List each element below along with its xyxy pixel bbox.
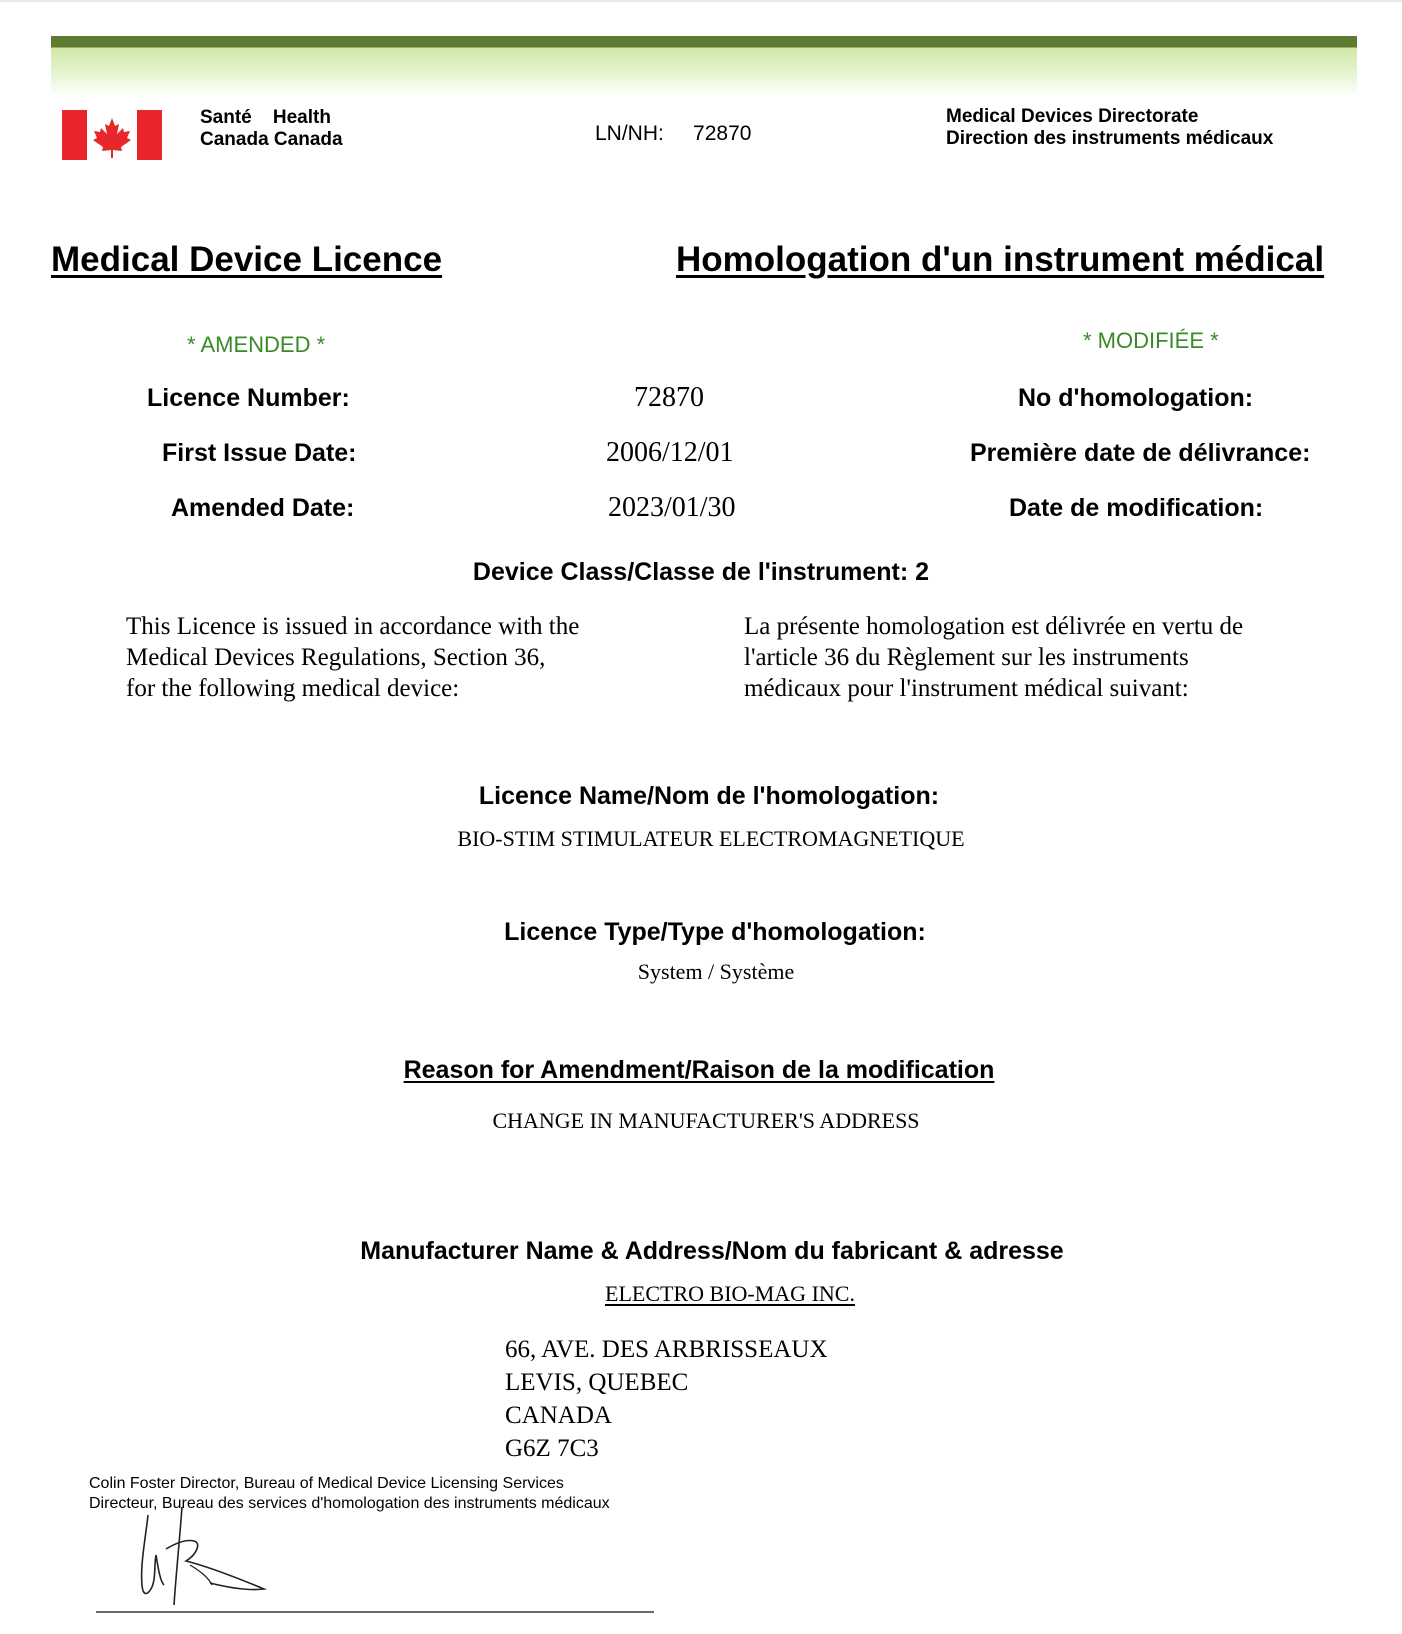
- status-fr: * MODIFIÉE *: [1083, 328, 1219, 353]
- first-issue-date-label: First Issue Date:: [162, 439, 357, 467]
- dept-fr-1: Santé: [200, 107, 252, 128]
- statement-fr: [744, 611, 1243, 704]
- statement-fr-line: médicaux pour l'instrument médical suivant:: [744, 675, 1189, 702]
- header-band: [51, 36, 1357, 96]
- device-class: Device Class/Classe de l'instrument: 2: [472, 558, 930, 586]
- ln-reference: [595, 122, 751, 146]
- first-issue-date-value: 2006/12/01: [606, 437, 734, 468]
- licence-name-heading: Licence Name/Nom de l'homologation:: [478, 782, 940, 810]
- title-en: Medical Device Licence: [51, 240, 443, 279]
- department-wordmark: [200, 107, 343, 151]
- licence-name-value: BIO-STIM STIMULATEUR ELECTROMAGNETIQUE: [457, 826, 965, 851]
- address-line: LEVIS, QUEBEC: [505, 1369, 689, 1396]
- manufacturer-address: [505, 1333, 828, 1465]
- amended-date-label: Amended Date:: [171, 494, 355, 522]
- manufacturer-heading: Manufacturer Name & Address/Nom du fabricant & adresse: [360, 1237, 1064, 1265]
- statement-fr-line: La présente homologation est délivrée en vertu de: [744, 613, 1244, 640]
- directorate-en: Medical Devices Directorate: [946, 106, 1199, 127]
- statement-en-line: Medical Devices Regulations, Section 36,: [126, 644, 546, 671]
- statement-en-line: This Licence is issued in accordance with the: [126, 613, 580, 640]
- directorate: [946, 106, 1273, 150]
- dept-fr-2: Canada: [200, 129, 269, 150]
- amendment-heading: Reason for Amendment/Raison de la modification: [403, 1056, 995, 1084]
- licence-number-label-fr: No d'homologation:: [1018, 384, 1254, 412]
- licence-type-heading: Licence Type/Type d'homologation:: [504, 918, 926, 946]
- ln-label: LN/NH:: [595, 122, 664, 145]
- directorate-fr: Direction des instruments médicaux: [946, 128, 1274, 149]
- statement-en-line: for the following medical device:: [126, 675, 460, 702]
- signatory-line-en: Colin Foster Director, Bureau of Medical Device Licensing Services: [89, 1475, 564, 1492]
- address-line: CANADA: [505, 1402, 612, 1429]
- address-line: G6Z 7C3: [505, 1435, 599, 1462]
- title-fr: Homologation d'un instrument médical: [676, 240, 1325, 279]
- signature-icon: [90, 1505, 670, 1617]
- statement-fr-line: l'article 36 du Règlement sur les instruments: [744, 644, 1189, 671]
- signatory-line-fr: Directeur, Bureau des services d'homologation des instruments médicaux: [89, 1495, 610, 1512]
- licence-number-label: Licence Number:: [147, 384, 350, 412]
- canada-flag-icon: [62, 110, 162, 160]
- amended-date-label-fr: Date de modification:: [1009, 494, 1264, 522]
- ln-value: 72870: [693, 122, 752, 145]
- dept-en-2: Canada: [273, 129, 343, 150]
- address-line: 66, AVE. DES ARBRISSEAUX: [505, 1336, 828, 1363]
- licence-number-value: 72870: [634, 382, 704, 413]
- amendment-value: CHANGE IN MANUFACTURER'S ADDRESS: [492, 1108, 920, 1133]
- licence-type-value: System / Système: [637, 959, 795, 984]
- manufacturer-name: ELECTRO BIO-MAG INC.: [605, 1281, 855, 1306]
- status-en: * AMENDED *: [187, 332, 326, 357]
- dept-en-1: Health: [272, 107, 331, 128]
- amended-date-value: 2023/01/30: [608, 492, 736, 523]
- top-border: [0, 0, 1402, 2]
- first-issue-date-label-fr: Première date de délivrance:: [970, 439, 1311, 467]
- statement-en: [126, 611, 579, 704]
